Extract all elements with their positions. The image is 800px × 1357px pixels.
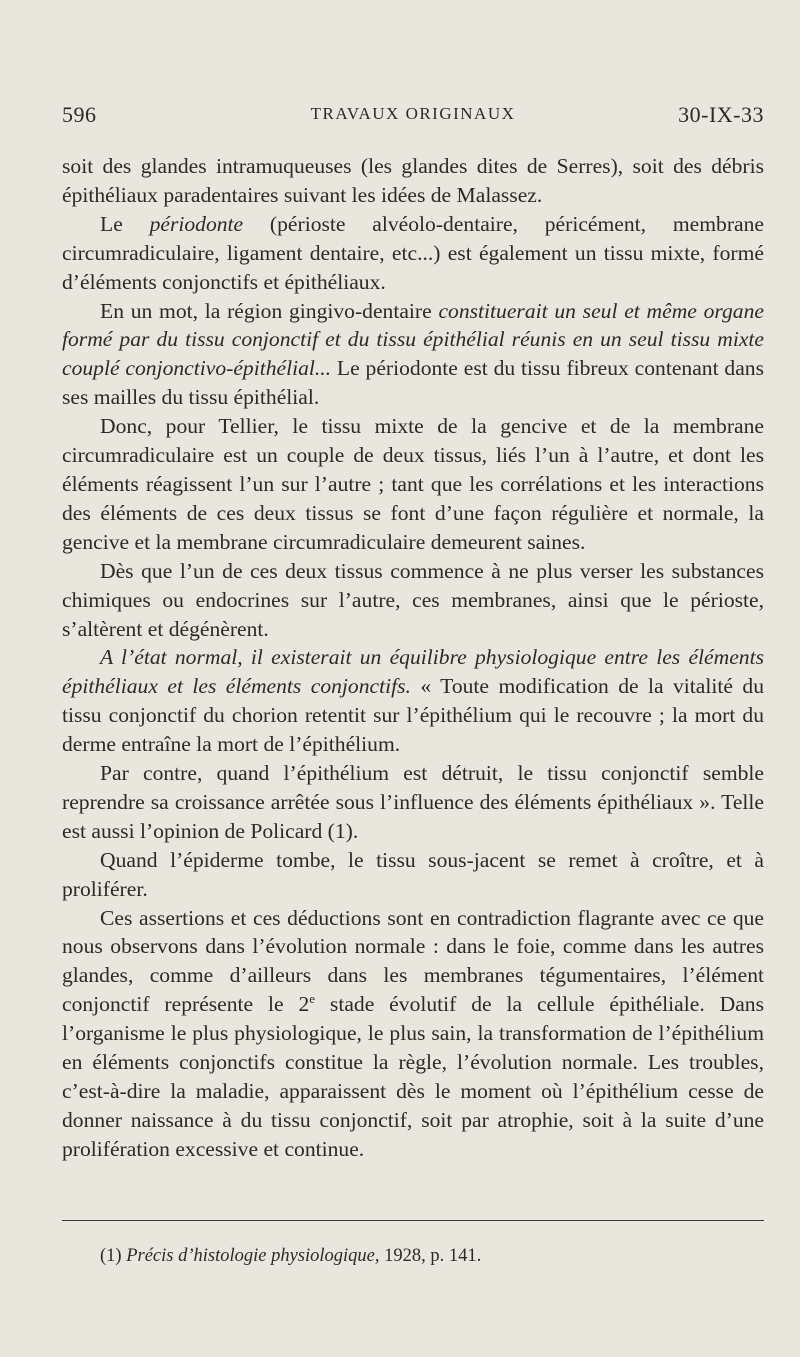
paragraph-5: Dès que l’un de ces deux tissus commence à ne plus verser les substances chimiques ou endocrines sur l’autre, ces membranes, ainsi que le périoste, s’altèrent et dégénèrent. bbox=[62, 558, 764, 641]
footnote-divider bbox=[62, 1220, 764, 1221]
paragraph-4: Donc, pour Tellier, le tissu mixte de la gencive et de la membrane circumradiculaire est un couple de deux tissus, liés l’un à l’autre, et dont les éléments réagissent l’un sur l’autre ; tant que les corrélations et les interactions des éléments de ces deux tissus se font d’une façon régulière et normale, la gencive et la membrane circumradiculaire demeurent saines. bbox=[62, 414, 764, 554]
paragraph-8: Quand l’épiderme tombe, le tissu sous-jacent se remet à croître, et à proliférer. bbox=[62, 847, 764, 901]
text-run: En un mot, la région gingivo-dentaire bbox=[100, 298, 439, 323]
text-run: Ces assertions et ces déductions sont en contradiction flagrante avec ce que nous observons dans l’évolution normale : dans le foie, comme dans les autres glandes, comme d’ailleurs dans les membranes tégumentaires, l’élément conjonctif représente le 2 bbox=[62, 905, 764, 1017]
text-run: (périoste alvéolo-dentaire, péricément, membrane circumradiculaire, ligament dentaire, etc...) est également un tissu mixte, formé d’éléments conjonctifs et épithéliaux. bbox=[62, 211, 764, 294]
paragraph-3 bbox=[62, 297, 764, 413]
italic-quote: constituerait un seul et même organe formé par du tissu conjonctif et du tissu épithélial réunis en un seul tissu mixte couplé conjonctivo-épithélial... bbox=[62, 298, 764, 381]
body-text bbox=[62, 152, 764, 1164]
footnote-marker: (1) bbox=[100, 1246, 127, 1266]
header-date: 30-IX-33 bbox=[678, 102, 764, 127]
page-number: 596 bbox=[62, 102, 97, 127]
italic-term: périodonte bbox=[149, 211, 244, 236]
page-header bbox=[62, 102, 764, 132]
paragraph-9 bbox=[62, 904, 764, 1164]
footnote-citation: , 1928, p. 141. bbox=[374, 1246, 482, 1266]
paragraph-7: Par contre, quand l’épithélium est détruit, le tissu conjonctif semble reprendre sa croissance arrêtée sous l’influence des éléments épithéliaux ». Telle est aussi l’opinion de Policard (1). bbox=[62, 761, 764, 843]
text-run: « Toute modification de la vitalité du tissu conjonctif du chorion retentit sur l’épithélium qui le recouvre ; la mort du derme entraîne la mort de l’épithélium. bbox=[62, 674, 764, 757]
footnote bbox=[100, 1244, 760, 1268]
italic-quote: A l’état normal, il existerait un équilibre physiologique entre les éléments épithéliaux et les éléments conjonctifs. bbox=[62, 645, 764, 699]
paragraph-1: soit des glandes intramuqueuses (les glandes dites de Serres), soit des débris épithéliaux paradentaires suivant les idées de Malassez. bbox=[62, 154, 764, 207]
superscript: e bbox=[309, 991, 316, 1007]
footnote-title: Précis d’histologie physiologique bbox=[126, 1246, 375, 1266]
text-run: stade évolutif de la cellule épithéliale. Dans l’organisme le plus physiologique, le plus sain, la transformation de l’épithélium en éléments conjonctifs constitue la règle, l’évolution normale. Les troubles, c’est-à-dire la maladie, apparaissent dès le moment où l’épithélium cesse de donner naissance à du tissu conjonctif, soit par atrophie, soit à la suite d’une prolifération excessive et continue. bbox=[62, 992, 764, 1161]
running-head: TRAVAUX ORIGINAUX bbox=[310, 104, 516, 123]
text-run: Le bbox=[100, 211, 150, 236]
paragraph-6 bbox=[62, 643, 764, 759]
paragraph-2 bbox=[62, 210, 764, 297]
text-run: Le périodonte est du tissu fibreux contenant dans ses mailles du tissu épithélial. bbox=[62, 356, 765, 410]
